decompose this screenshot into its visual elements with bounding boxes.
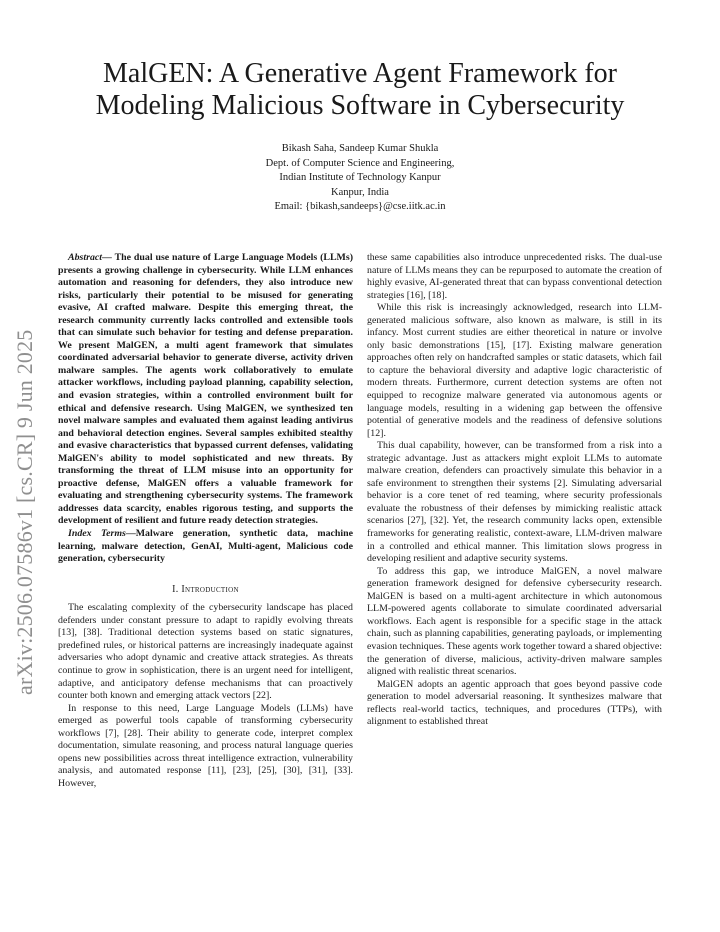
index-terms [58,528,353,566]
abstract-text: The dual use nature of Large Language Models (LLMs) presents a growing challenge in cybersecurity. While LLM enhances automation and reasoning for defenders, they also introduce new risks, particularly their potential to be misused for generating evasive, AI crafted malware. Despite this emerging threat, the research community currently lacks controlled and extensible tools that can simulate such behavior for testing and defense preparation. We present MalGEN, a multi agent framework that simulates coordinated adversarial behavior to generate diverse, activity driven malware samples. The agents work collaboratively to emulate attacker workflows, including payload planning, capability selection, and evasion strategies, within a controlled environment built for ethical and defensive research. Using MalGEN, we synthesized ten novel malware samples and evaluated them against leading antivirus and behavioral detection engines. Several samples exhibited stealthy and evasive characteristics that bypassed current defenses, validating MalGEN's ability to model sophisticated and new threats. By transforming the threat of LLM misuse into an opportunity for proactive defense, MalGEN offers a valuable framework for evaluating and strengthening cybersecurity systems. The framework addresses data scarcity, enables rigorous testing, and supports the development of resilient and future ready detection strategies. [58,252,353,527]
abstract [58,252,353,528]
affiliation-institute: Indian Institute of Technology Kanpur [279,172,441,184]
paragraph: The escalating complexity of the cybersecurity landscape has placed defenders under constant pressure to adapt to rapidly evolving threats [13], [38]. Traditional detection systems based on static signatures, predefined rules, or historical patterns are increasingly inadequate against adversaries who adopt dynamic and creative attack strategies. As threats continue to grow in sophistication, there is an urgent need for intelligent, adaptive, and anticipatory defense mechanisms that can proactively counter both known and emerging attack vectors [22]. [58,602,353,702]
affiliation-dept: Dept. of Computer Science and Engineering, [265,157,455,169]
paragraph: While this risk is increasingly acknowledged, research into LLM-generated malicious software, also known as malware, is still in its infancy. Most current studies are either theoretical in nature or involve only basic demonstrations [15], [17]. Existing malware generation approaches often rely on handcrafted samples or static datasets, which fail to capture the behavioral diversity and adaptive logic characteristic of modern threats. Furthermore, current detection systems are often not equipped to recognize malware generated via autonomous agents or language models, resulting in a widening gap between the offensive potential of generative models and the readiness of defensive solutions [12]. [367,302,662,439]
paragraph: To address this gap, we introduce MalGEN, a novel malware generation framework designed for defensive cybersecurity research. MalGEN is based on a multi-agent architecture in which autonomous LLM-powered agents collaborate to simulate coordinated adversarial workflows. Each agent is responsible for a specific stage in the attack chain, such as planning capabilities, generating payloads, or implementing evasion techniques. These agents work together toward a shared objective: the generation of diverse, malicious, activity-driven malware samples aligned with realistic threat scenarios. [367,565,662,678]
author-names: Bikash Saha, Sandeep Kumar Shukla [281,143,439,154]
author-block [0,142,720,215]
index-terms-text: —Malware generation, synthetic data, machine learning, malware detection, GenAI, Multi-agent, Malicious code generation, cybersecurity [58,528,353,565]
paragraph: MalGEN adopts an agentic approach that goes beyond passive code generation to model adversarial reasoning. It synthesizes malware that reflects real-world tactics, techniques, and procedures (TTPs), with alignment to established threat [367,678,662,728]
section-heading-introduction: I. Introduction [172,583,239,595]
paragraph: these same capabilities also introduce unprecedented risks. The dual-use nature of LLMs means they can be repurposed to automate the creation of highly evasive, AI-generated threat that can bypass conventional detection strategies [16], [18]. [367,252,662,301]
paper-title [0,58,720,122]
paragraph: This dual capability, however, can be transformed from a risk into a strategic advantage. Just as attackers might exploit LLMs to automate malware creation, defenders can proactively simulate this behavior in a safe environment to strengthen their systems [2]. Simulating adversarial behavior is a core tenet of red teaming, where security professionals evaluate the robustness of their defenses by mimicking realistic attack scenarios [27], [32]. Yet, the research community lacks open, extensible frameworks for generating realistic, context-aware, LLM-driven malware in a controlled and ethical manner. This limitation slows progress in developing resilient and adaptive security systems. [367,440,662,565]
author-email: Email: {bikash,sandeeps}@cse.iitk.ac.in [274,201,446,213]
abstract-label: Abstract— [68,252,112,263]
left-column [58,252,353,790]
paragraph: In response to this need, Large Language Models (LLMs) have emerged as powerful tools capable of transforming cybersecurity workflows [7], [28]. Their ability to generate code, interpret complex documentation, simulate reasoning, and process natural language queries opens new possibilities across threat intelligence extraction, vulnerability analysis, and automated response [11], [23], [25], [30], [31], [33]. However, [58,702,353,789]
affiliation-city: Kanpur, India [331,186,389,198]
right-column [367,252,662,729]
arxiv-identifier: arXiv:2506.07586v1 [cs.CR] 9 Jun 2025 [12,329,37,695]
index-terms-label: Index Terms [68,528,126,540]
title-line-1: MalGEN: A Generative Agent Framework for [103,58,617,89]
title-line-2: Modeling Malicious Software in Cybersecurity [95,90,625,121]
